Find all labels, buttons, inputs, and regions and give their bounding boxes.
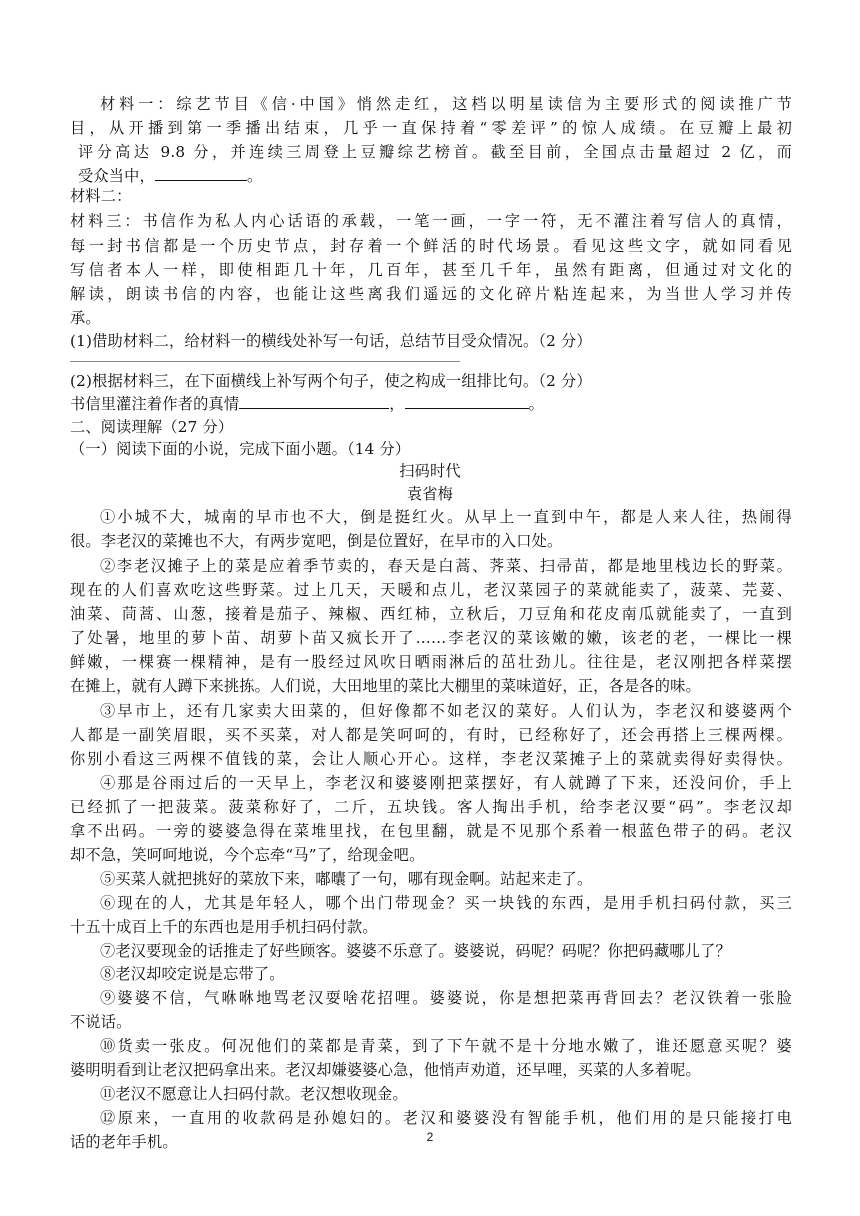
text-line: ⑦老汉要现金的话推走了好些顾客。婆婆不乐意了。婆婆说，码呢？码呢？你把码藏哪儿了？ [100,942,731,960]
page-number: 2 [426,1130,434,1144]
text-line: (2)根据材料三，在下面横线上补写两个句子，使之构成一组排比句。（2 分） [70,372,592,390]
text-line: 人都是一副笑眉眼，买不买菜，对人都是笑呵呵的，有时，已经称好了，还会再搭上三棵两棵。 [70,726,792,744]
text-line: 写信者本人一样，即使相距几十年，几百年，甚至几千年，虽然有距离，但通过对文化的 [70,261,792,279]
text-line: 拿不出码。一旁的婆婆急得在菜堆里找，在包里翻，就是不见那个系着一根蓝色带子的码。老汉 [70,822,792,840]
text-line: 不说话。 [70,1013,132,1031]
fill-blank [155,166,247,181]
text-line: （一）阅读下面的小说，完成下面小题。（14 分） [70,440,411,458]
text-line: 很。李老汉的菜摊也不大，有两步宽吧，倒是位置好，在早市的入口处。 [70,532,563,550]
text-line: 材料一：综艺节目《信·中国》悄然走红，这档以明星读信为主要形式的阅读推广节 [100,95,792,113]
text-line: 承。 [70,309,101,327]
text-line: 鲜嫩，一棵赛一棵精神，是有一股经过风吹日晒雨淋后的茁壮劲儿。往往是，老汉刚把各样菜摆 [70,653,792,671]
text-line: ⑤买菜人就把挑好的菜放下来，嘟囔了一句，哪有现金啊。站起来走了。 [100,870,593,888]
text-line: 在摊上，就有人蹲下来挑拣。人们说，大田地里的菜比大棚里的菜味道好，正，各是各的味。 [70,677,701,695]
text-line: 二、阅读理解（27 分） [70,418,234,436]
text-line: 现在的人们喜欢吃这些野菜。过上几天，天暖和点儿，老汉菜园子的菜就能卖了，菠菜、芫荽、 [70,581,792,599]
text-line: 目，从开播到第一季播出结束，几乎一直保持着“零差评”的惊人成绩。在豆瓣上最初 [70,119,792,137]
text-line: 你别小看这三两棵不值钱的菜，会让人顺心开心。这样，李老汉菜摊子上的菜就卖得好卖得快。 [70,750,792,768]
text-line: 书信里灌注着作者的真情 ， 。 [70,395,545,413]
text-line: 受众当中， 。 [78,167,263,185]
text-line: 了处暑，地里的萝卜苗、胡萝卜苗又疯长开了……李老汉的菜该嫩的嫩，该老的老，一棵比一棵 [70,629,792,647]
heading-line: 袁省梅 [406,485,454,503]
text-line: (1)借助材料二，给材料一的横线处补写一句话，总结节目受众情况。（2 分） [70,332,592,350]
text-line: 解读，朗读书信的内容，也能让这些离我们遥远的文化碎片粘连起来，为当世人学习并传 [70,285,792,303]
text-line: ⑥现在的人，尤其是年轻人，哪个出门带现金？买一块钱的东西，是用手机扫码付款，买三 [100,894,792,912]
text-line: 评分高达 9.8 分，并连续三周登上豆瓣综艺榜首。截至目前，全国点击量超过 2 亿，而 [78,143,792,161]
text-line: 已经抓了一把菠菜。菠菜称好了，二斤，五块钱。客人掏出手机，给李老汉要“码”。李老汉却 [70,798,792,816]
text-line: ⑫原来，一直用的收款码是孙媳妇的。老汉和婆婆没有智能手机，他们用的是只能接打电 [100,1109,792,1127]
text-line: 油菜、茼蒿、山葱，接着是茄子、辣椒、西红柿，立秋后，刀豆角和花皮南瓜就能卖了，一直到 [70,605,792,623]
text-line: 却不急，笑呵呵地说，今个忘牵“马”了，给现金吧。 [70,846,425,864]
text-line: 每一封书信都是一个历史节点，封存着一个鲜活的时代场景。看见这些文字，就如同看见 [70,237,792,255]
text-line: ⑩货卖一张皮。何况他们的菜都是青菜，到了下午就不是十分地水嫩了，谁还愿意买呢？婆 [100,1037,792,1055]
answer-line [70,361,460,362]
text-line: ③早市上，还有几家卖大田菜的，但好像都不如老汉的菜好。人们认为，李老汉和婆婆两个 [100,702,792,720]
fill-blank [239,394,389,409]
text-line: ②李老汉摊子上的菜是应着季节卖的，春天是白蒿、荠菜、扫帚苗，都是地里栈边长的野菜。 [100,557,792,575]
text-line: 十五十成百上千的东西也是用手机扫码付款。 [70,918,378,936]
text-line: 材料二： [70,187,132,205]
fill-blank [405,394,529,409]
heading-line: 扫码时代 [399,462,461,480]
text-line: ⑨婆婆不信，气咻咻地骂老汉耍啥花招哩。婆婆说，你是想把菜再背回去？老汉铁着一张脸 [100,989,792,1007]
text-line: ④那是谷雨过后的一天早上，李老汉和婆婆刚把菜摆好，有人就蹲了下来，还没问价，手上 [100,774,792,792]
text-line: ⑧老汉却咬定说是忘带了。 [100,965,285,983]
text-line: ①小城不大，城南的早市也不大，倒是挺红火。从早上一直到中午，都是人来人往，热闹得 [100,508,792,526]
text-line: ⑪老汉不愿意让人扫码付款。老汉想收现金。 [100,1085,408,1103]
text-line: 话的老年手机。 [70,1133,178,1151]
text-line: 材料三：书信作为私人内心话语的承载，一笔一画，一字一符，无不灌注着写信人的真情， [70,212,792,230]
text-line: 婆明明看到让老汉把码拿出来。老汉却嫌婆婆心急，他悄声劝道，还早哩，买菜的人多着呢。 [70,1061,701,1079]
